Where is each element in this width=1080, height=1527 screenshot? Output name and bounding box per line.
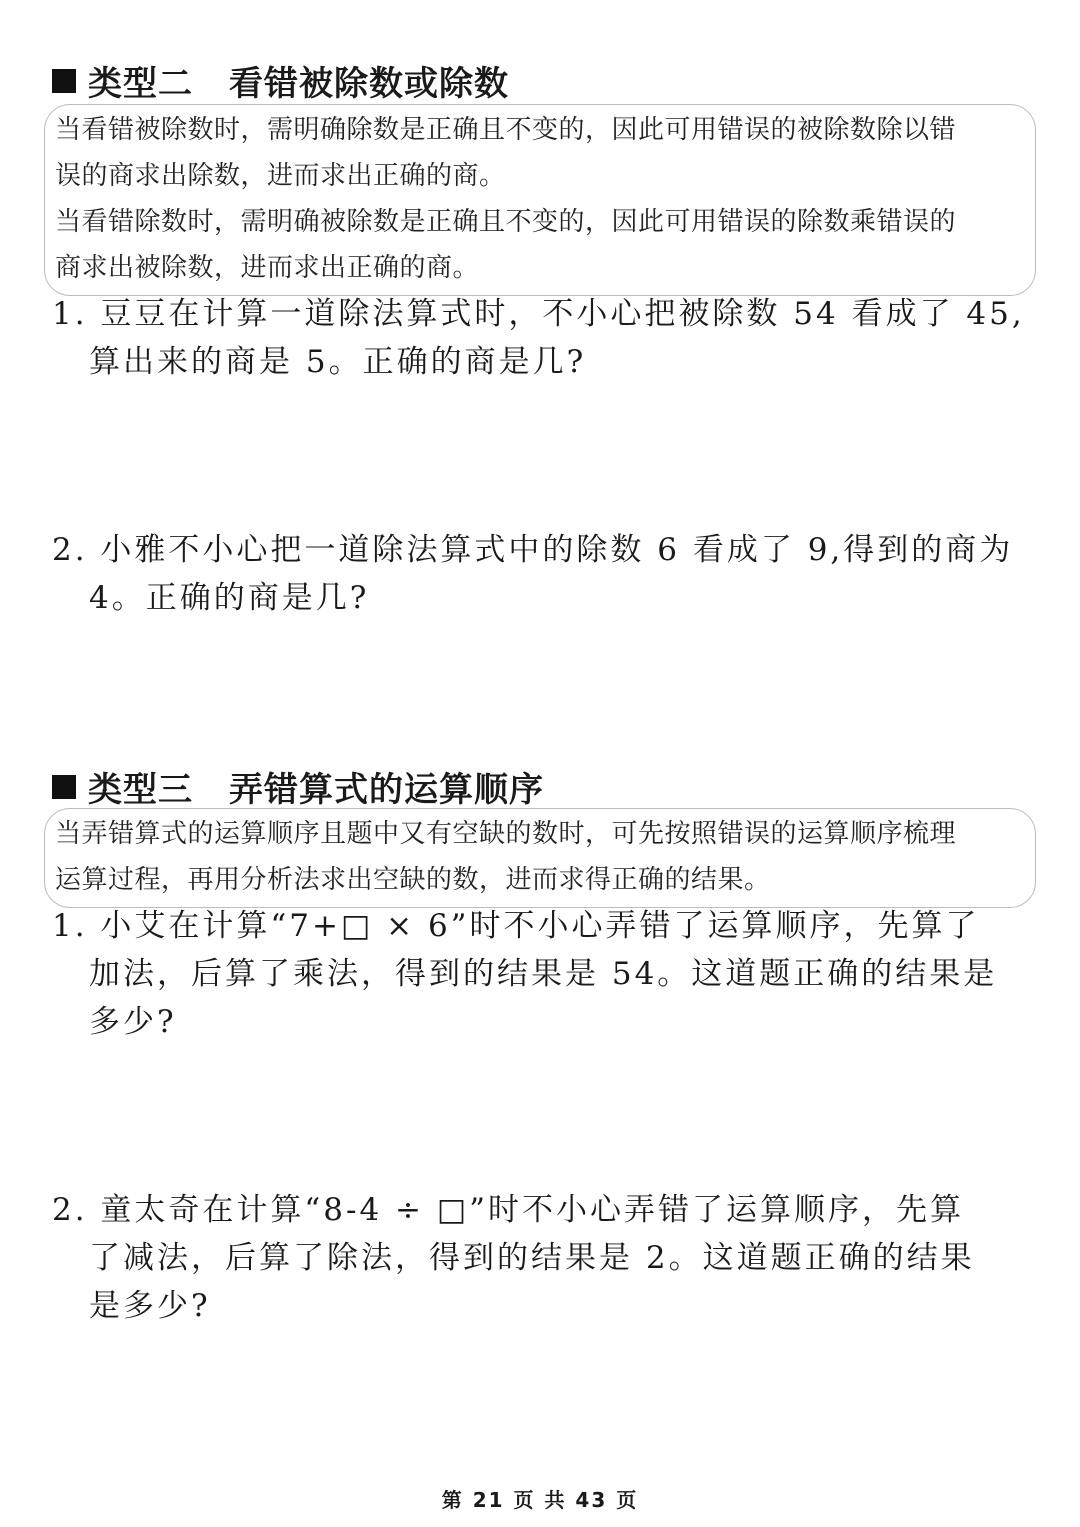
- section-2-heading: [52, 56, 509, 105]
- section-3-problem-2: [52, 1186, 1042, 1330]
- problem-line: 算出来的商是 5。正确的商是几?: [89, 344, 587, 380]
- problem-line: 2. 小雅不小心把一道除法算式中的除数 6 看成了 9,得到的商为: [52, 532, 1014, 568]
- section-2-tip-box: [44, 104, 1036, 296]
- section-3-heading: [52, 762, 544, 811]
- tip-line: 当弄错算式的运算顺序且题中又有空缺的数时，可先按照错误的运算顺序梳理: [55, 819, 957, 849]
- section-2-type-label: 类型二: [88, 64, 193, 104]
- problem-line: 多少?: [89, 1004, 177, 1040]
- problem-line: 了减法，后算了除法，得到的结果是 2。这道题正确的结果: [89, 1240, 975, 1276]
- section-3-type-label: 类型三: [88, 770, 193, 810]
- problem-line: 4。正确的商是几?: [89, 580, 370, 616]
- section-3-problem-1: [52, 902, 1042, 1046]
- problem-line: 是多少?: [89, 1288, 211, 1324]
- section-3-title: 弄错算式的运算顺序: [229, 770, 544, 810]
- page-footer: 第 21 页 共 43 页: [441, 1488, 639, 1512]
- section-2-problem-2: [52, 526, 1042, 622]
- section-3-tip-box: [44, 808, 1036, 908]
- problem-line: 1. 豆豆在计算一道除法算式时，不小心把被除数 54 看成了 45,: [52, 296, 1025, 332]
- problem-line: 2. 童太奇在计算“8-4 ÷ □”时不小心弄错了运算顺序，先算: [52, 1192, 965, 1228]
- tip-line: 误的商求出除数，进而求出正确的商。: [55, 161, 506, 191]
- square-bullet-icon: [52, 69, 76, 93]
- square-bullet-icon: [52, 775, 76, 799]
- tip-line: 当看错被除数时，需明确除数是正确且不变的，因此可用错误的被除数除以错: [55, 115, 957, 145]
- problem-line: 加法，后算了乘法，得到的结果是 54。这道题正确的结果是: [89, 956, 998, 992]
- tip-line: 商求出被除数，进而求出正确的商。: [55, 253, 480, 283]
- tip-line: 运算过程，再用分析法求出空缺的数，进而求得正确的结果。: [55, 865, 771, 895]
- tip-line: 当看错除数时，需明确被除数是正确且不变的，因此可用错误的除数乘错误的: [55, 207, 957, 237]
- section-2-title: 看错被除数或除数: [229, 64, 509, 104]
- section-2-problem-1: [52, 290, 1042, 386]
- problem-line: 1. 小艾在计算“7+□ × 6”时不小心弄错了运算顺序，先算了: [52, 908, 980, 944]
